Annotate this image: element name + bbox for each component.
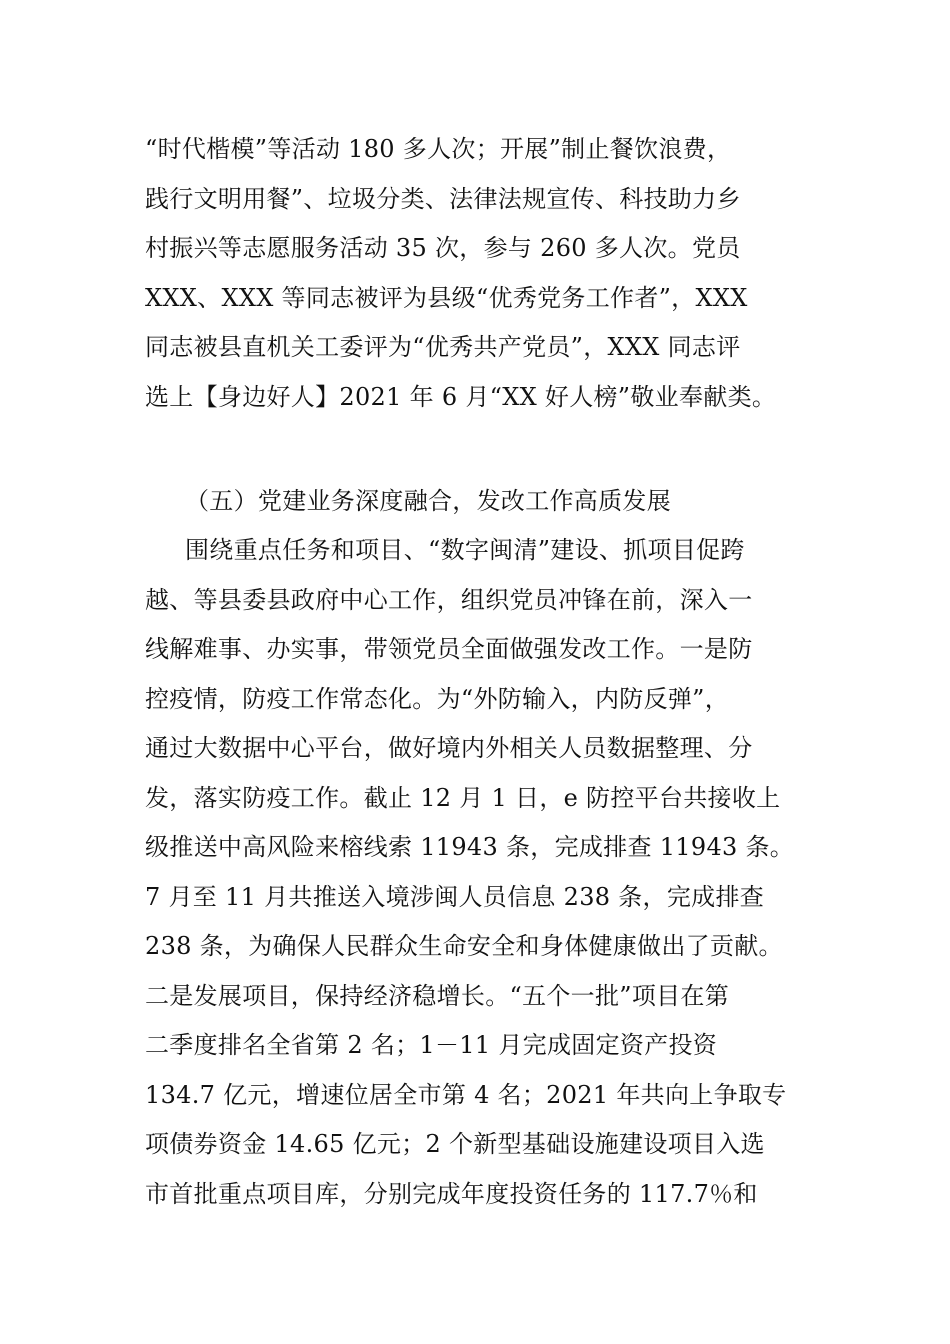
text-line: 越、等县委县政府中心工作，组织党员冲锋在前，深入一 [145, 585, 753, 614]
text-line: 线解难事、办实事，带领党员全面做强发改工作。一是防 [145, 635, 753, 663]
section-heading [185, 477, 885, 527]
text-line: 二是发展项目，保持经济稳增长。“五个一批”项目在第 [145, 981, 730, 1010]
section-heading-text: （五）党建业务深度融合，发改工作高质发展 [185, 487, 671, 515]
paragraph-party-building-integration [145, 526, 845, 1219]
text-line: 控疫情，防疫工作常态化。为“外防输入，内防反弹”， [145, 684, 730, 713]
text-line: 7 月至 11 月共推送入境涉闽人员信息 238 条，完成排查 [145, 882, 765, 911]
text-line: 项债券资金 14.65 亿元；2 个新型基础设施建设项目入选 [145, 1130, 765, 1158]
text-line: 通过大数据中心平台，做好境内外相关人员数据整理、分 [145, 734, 753, 762]
text-line: 选上【身边好人】2021 年 6 月“XX 好人榜”敬业奉献类。 [145, 382, 777, 411]
text-line: 发，落实防疫工作。截止 12 月 1 日，e 防控平台共接收上 [145, 783, 781, 812]
text-line: 围绕重点任务和项目、“数字闽清”建设、抓项目促跨 [185, 536, 745, 564]
text-line: “时代楷模”等活动 180 多人次；开展”制止餐饮浪费， [145, 135, 732, 163]
text-line: 村振兴等志愿服务活动 35 次，参与 260 多人次。党员 [145, 234, 741, 262]
text-line: 市首批重点项目库，分别完成年度投资任务的 117.7％和 [145, 1179, 758, 1208]
text-line: 践行文明用餐”、垃圾分类、法律法规宣传、科技助力乡 [145, 184, 741, 213]
text-line: 同志被县直机关工委评为“优秀共产党员”，XXX 同志评 [145, 333, 741, 361]
text-line: 二季度排名全省第 2 名；1－11 月完成固定资产投资 [145, 1031, 718, 1059]
text-line: 238 条，为确保人民群众生命安全和身体健康做出了贡献。 [145, 932, 783, 960]
text-line: XXX、XXX 等同志被评为县级“优秀党务工作者”，XXX [145, 283, 748, 312]
text-line: 134.7 亿元，增速位居全市第 4 名；2021 年共向上争取专 [145, 1080, 787, 1109]
text-line: 级推送中高风险来榕线索 11943 条，完成排查 11943 条。 [145, 833, 795, 861]
paragraph-volunteer-activities [145, 125, 845, 422]
